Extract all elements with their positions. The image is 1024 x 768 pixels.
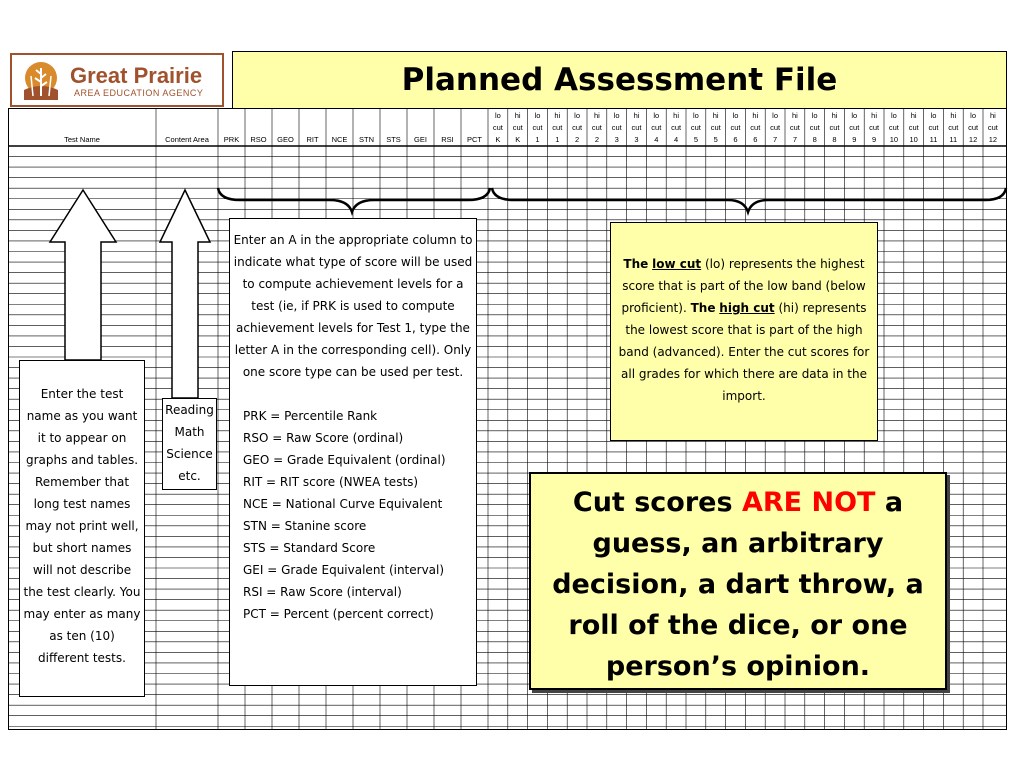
column-header: cut xyxy=(888,123,899,132)
logo-subtitle: AREA EDUCATION AGENCY xyxy=(74,88,204,98)
column-header: 2 xyxy=(575,135,580,144)
column-header: cut xyxy=(512,123,523,132)
column-header: cut xyxy=(770,123,781,132)
column-header: lo xyxy=(494,111,501,120)
column-header: hi xyxy=(791,111,798,120)
column-header: cut xyxy=(869,123,880,132)
column-header: STS xyxy=(386,135,401,144)
column-header: 10 xyxy=(909,135,918,144)
column-header: 9 xyxy=(852,135,857,144)
definition-item: RSO = Raw Score (ordinal) xyxy=(243,431,404,445)
definition-item: RIT = RIT score (NWEA tests) xyxy=(243,475,419,489)
test-name-note xyxy=(19,360,145,697)
column-header: lo xyxy=(930,111,937,120)
column-header: cut xyxy=(651,123,662,132)
column-header: cut xyxy=(572,123,583,132)
column-header: lo xyxy=(534,111,541,120)
definition-item: GEO = Grade Equivalent (ordinal) xyxy=(243,453,446,467)
test-name-note-text: Enter the test name as you want it to appear on graphs and tables. Remember that long test names may not print well, but short names will not describe the test clearly. You may enter as many as ten (10) different tests. xyxy=(23,387,141,665)
column-header: cut xyxy=(552,123,563,132)
column-header: 6 xyxy=(733,135,738,144)
column-header: hi xyxy=(514,111,521,120)
column-header: hi xyxy=(989,111,996,120)
column-header: 1 xyxy=(555,135,560,144)
score-type-note xyxy=(229,218,477,686)
column-header: lo xyxy=(574,111,581,120)
column-header: lo xyxy=(732,111,739,120)
column-header: 8 xyxy=(812,135,817,144)
column-header: K xyxy=(495,135,501,144)
column-header: RSO xyxy=(250,135,267,144)
column-header: lo xyxy=(653,111,660,120)
column-header: lo xyxy=(772,111,779,120)
column-header: cut xyxy=(671,123,682,132)
page-title: Planned Assessment File xyxy=(401,62,838,98)
column-header: cut xyxy=(611,123,622,132)
column-header: 12 xyxy=(968,135,978,144)
cut-the-2: The xyxy=(690,301,716,315)
column-header: 9 xyxy=(872,135,877,144)
column-header: Content Area xyxy=(165,135,209,144)
column-header: cut xyxy=(690,123,701,132)
brace-score-type xyxy=(218,188,490,212)
column-header: Test Name xyxy=(64,135,100,144)
cut-the: The xyxy=(623,257,649,271)
column-header: K xyxy=(515,135,521,144)
column-header: cut xyxy=(532,123,543,132)
column-header: 1 xyxy=(535,135,540,144)
low-cut-desc: (lo) represents the highest score that is part of the low band (below proficient). xyxy=(621,257,866,315)
column-header: hi xyxy=(593,111,600,120)
column-header: cut xyxy=(928,123,939,132)
column-header: lo xyxy=(890,111,897,120)
column-header: PRK xyxy=(223,135,240,144)
column-header: STN xyxy=(359,135,374,144)
column-header: 4 xyxy=(674,135,679,144)
cut-scores-warning xyxy=(529,472,947,690)
column-header: cut xyxy=(710,123,721,132)
logo-name: Great Prairie xyxy=(70,63,203,88)
column-header: cut xyxy=(987,123,998,132)
up-arrow-content-area xyxy=(160,190,210,398)
column-header: hi xyxy=(673,111,680,120)
column-header: hi xyxy=(831,111,838,120)
column-header: 7 xyxy=(773,135,778,144)
definition-item: PCT = Percent (percent correct) xyxy=(243,607,434,621)
column-header: lo xyxy=(613,111,620,120)
column-header: 3 xyxy=(614,135,619,144)
definition-item: RSI = Raw Score (interval) xyxy=(243,585,402,599)
cut-scores-note xyxy=(610,222,878,441)
column-header: hi xyxy=(910,111,917,120)
column-header: 7 xyxy=(792,135,797,144)
column-header: 11 xyxy=(949,135,958,144)
column-header: hi xyxy=(871,111,878,120)
column-header: hi xyxy=(554,111,561,120)
definition-item: PRK = Percentile Rank xyxy=(243,409,378,423)
up-arrow-test-name xyxy=(50,190,116,360)
column-header: 12 xyxy=(988,135,998,144)
content-area-note xyxy=(162,398,217,490)
high-cut-desc: (hi) represents the lowest score that is part of the high band (advanced). Enter the cut scores for all grades for which there are data in the import. xyxy=(618,301,870,403)
column-header: hi xyxy=(950,111,957,120)
column-header: cut xyxy=(908,123,919,132)
column-header: 11 xyxy=(929,135,938,144)
low-cut-term: low cut xyxy=(652,257,702,271)
column-header: cut xyxy=(948,123,959,132)
score-type-intro: Enter an A in the appropriate column to indicate what type of score will be used to compute achievement levels for a test (ie, if PRK is used to compute achievement levels for Test 1, type the letter A in the corresponding cell). Only one score type can be used per test. xyxy=(233,233,473,379)
warning-emphasis: ARE NOT xyxy=(741,487,876,518)
column-header: lo xyxy=(970,111,977,120)
content-area-math: Math xyxy=(174,425,205,439)
column-header: cut xyxy=(631,123,642,132)
column-header: RIT xyxy=(306,135,319,144)
warning-rest: a guess, an arbitrary decision, a dart throw, a roll of the dice, or one person’s opinion. xyxy=(552,487,924,682)
high-cut-term: high cut xyxy=(719,301,775,315)
column-header: cut xyxy=(789,123,800,132)
warning-start: Cut scores xyxy=(572,487,733,518)
column-header: 8 xyxy=(832,135,837,144)
column-header: 5 xyxy=(713,135,718,144)
content-area-etc: etc. xyxy=(178,469,201,483)
definition-item: STS = Standard Score xyxy=(243,541,376,555)
brace-cut-scores xyxy=(492,188,1006,212)
column-header: 5 xyxy=(693,135,698,144)
column-header: lo xyxy=(811,111,818,120)
score-type-definitions xyxy=(231,405,475,625)
column-header: cut xyxy=(809,123,820,132)
column-header: lo xyxy=(851,111,858,120)
column-header: 6 xyxy=(753,135,758,144)
content-area-science: Science xyxy=(166,447,213,461)
column-header: RSI xyxy=(441,135,454,144)
column-header: hi xyxy=(633,111,640,120)
content-area-reading: Reading xyxy=(165,403,214,417)
column-header: 2 xyxy=(594,135,599,144)
column-header: NCE xyxy=(331,135,348,144)
column-header: cut xyxy=(849,123,860,132)
definition-item: NCE = National Curve Equivalent xyxy=(243,497,443,511)
column-header: cut xyxy=(968,123,979,132)
column-header: GEO xyxy=(277,135,294,144)
column-header: cut xyxy=(750,123,761,132)
column-header: 10 xyxy=(889,135,899,144)
column-header: PCT xyxy=(467,135,482,144)
column-header: cut xyxy=(829,123,840,132)
definition-item: GEI = Grade Equivalent (interval) xyxy=(243,563,445,577)
column-header: cut xyxy=(730,123,741,132)
definition-item: STN = Stanine score xyxy=(243,519,367,533)
column-header: cut xyxy=(492,123,503,132)
column-header: 4 xyxy=(654,135,659,144)
column-header: hi xyxy=(712,111,719,120)
column-header: hi xyxy=(752,111,759,120)
column-header: lo xyxy=(692,111,699,120)
column-header: cut xyxy=(591,123,602,132)
column-header: 3 xyxy=(634,135,639,144)
column-header: GEI xyxy=(414,135,427,144)
